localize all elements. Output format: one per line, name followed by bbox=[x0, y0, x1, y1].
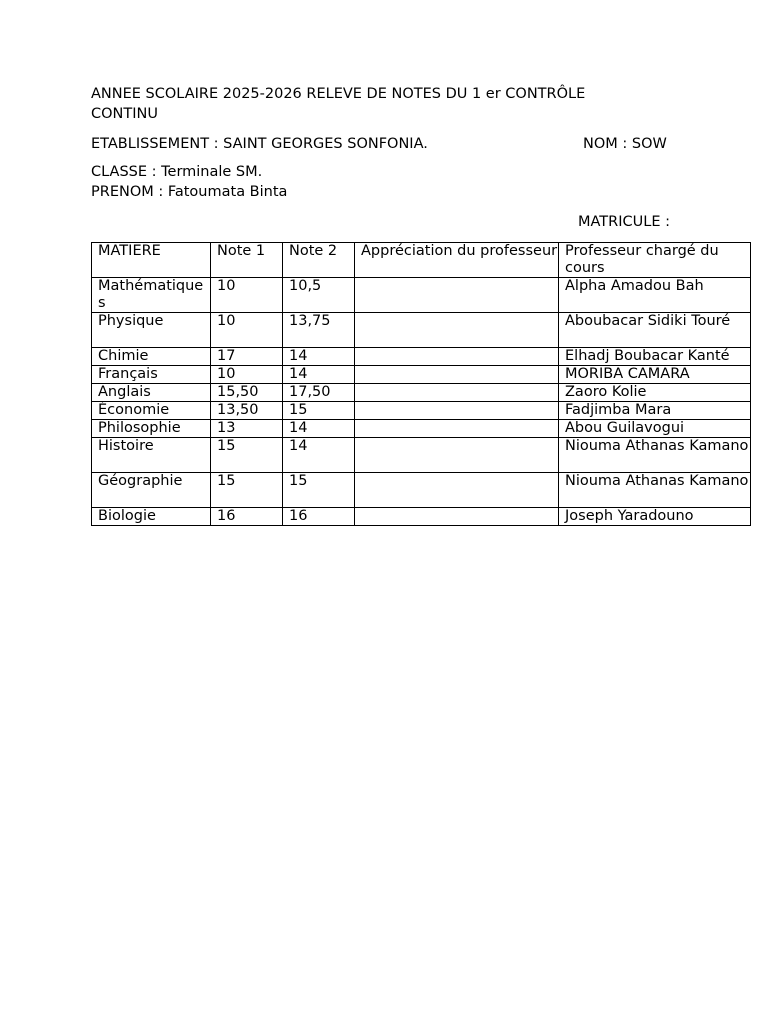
cell-note-2: 10,5 bbox=[283, 278, 355, 313]
cell-matiere: Mathématiques bbox=[92, 278, 211, 313]
cell-note-1: 17 bbox=[211, 348, 283, 366]
header-matiere: MATIERE bbox=[92, 243, 211, 278]
cell-professeur: Aboubacar Sidiki Touré bbox=[559, 313, 751, 348]
cell-matiere: Histoire bbox=[92, 438, 211, 473]
header-note-1: Note 1 bbox=[211, 243, 283, 278]
cell-professeur: Fadjimba Mara bbox=[559, 402, 751, 420]
cell-note-2: 14 bbox=[283, 420, 355, 438]
cell-note-2: 16 bbox=[283, 508, 355, 526]
cell-matiere: Physique bbox=[92, 313, 211, 348]
cell-professeur: Niouma Athanas Kamano bbox=[559, 438, 751, 473]
header-note-2: Note 2 bbox=[283, 243, 355, 278]
cell-note-1: 15 bbox=[211, 473, 283, 508]
table-row bbox=[92, 384, 751, 402]
table-row bbox=[92, 402, 751, 420]
table-row bbox=[92, 508, 751, 526]
cell-appreciation bbox=[355, 438, 559, 473]
cell-matiere: Anglais bbox=[92, 384, 211, 402]
header-professeur: Professeur chargé du cours bbox=[559, 243, 751, 278]
cell-matiere: Économie bbox=[92, 402, 211, 420]
cell-note-1: 10 bbox=[211, 278, 283, 313]
cell-professeur: Zaoro Kolie bbox=[559, 384, 751, 402]
prenom-field: PRENOM : Fatoumata Binta bbox=[91, 184, 288, 200]
cell-professeur: Joseph Yaradouno bbox=[559, 508, 751, 526]
header-appreciation: Appréciation du professeur bbox=[355, 243, 559, 278]
cell-note-1: 15 bbox=[211, 438, 283, 473]
cell-note-1: 13,50 bbox=[211, 402, 283, 420]
document-title-line-2: CONTINU bbox=[91, 106, 158, 122]
cell-appreciation bbox=[355, 473, 559, 508]
table-row bbox=[92, 348, 751, 366]
cell-professeur: MORIBA CAMARA bbox=[559, 366, 751, 384]
cell-note-1: 10 bbox=[211, 366, 283, 384]
cell-note-2: 17,50 bbox=[283, 384, 355, 402]
classe-field: CLASSE : Terminale SM. bbox=[91, 164, 263, 180]
cell-note-2: 14 bbox=[283, 366, 355, 384]
cell-matiere: Géographie bbox=[92, 473, 211, 508]
cell-appreciation bbox=[355, 313, 559, 348]
cell-appreciation bbox=[355, 348, 559, 366]
cell-appreciation bbox=[355, 384, 559, 402]
cell-matiere: Chimie bbox=[92, 348, 211, 366]
cell-note-1: 10 bbox=[211, 313, 283, 348]
cell-note-2: 15 bbox=[283, 473, 355, 508]
table-row bbox=[92, 438, 751, 473]
cell-professeur: Niouma Athanas Kamano bbox=[559, 473, 751, 508]
cell-appreciation bbox=[355, 366, 559, 384]
table-row bbox=[92, 278, 751, 313]
cell-note-2: 13,75 bbox=[283, 313, 355, 348]
table-row bbox=[92, 473, 751, 508]
etablissement-field: ETABLISSEMENT : SAINT GEORGES SONFONIA. bbox=[91, 136, 428, 152]
cell-note-1: 15,50 bbox=[211, 384, 283, 402]
cell-appreciation bbox=[355, 420, 559, 438]
cell-appreciation bbox=[355, 278, 559, 313]
cell-matiere: Français bbox=[92, 366, 211, 384]
cell-professeur: Alpha Amadou Bah bbox=[559, 278, 751, 313]
grades-table bbox=[91, 242, 751, 526]
cell-professeur: Abou Guilavogui bbox=[559, 420, 751, 438]
table-header-row bbox=[92, 243, 751, 278]
cell-note-2: 14 bbox=[283, 438, 355, 473]
cell-note-1: 16 bbox=[211, 508, 283, 526]
cell-professeur: Elhadj Boubacar Kanté bbox=[559, 348, 751, 366]
cell-note-2: 15 bbox=[283, 402, 355, 420]
cell-matiere: Biologie bbox=[92, 508, 211, 526]
matricule-field: MATRICULE : bbox=[578, 214, 670, 230]
cell-note-1: 13 bbox=[211, 420, 283, 438]
cell-matiere: Philosophie bbox=[92, 420, 211, 438]
cell-note-2: 14 bbox=[283, 348, 355, 366]
table-row bbox=[92, 313, 751, 348]
cell-appreciation bbox=[355, 402, 559, 420]
document-title-line-1: ANNEE SCOLAIRE 2025-2026 RELEVE DE NOTES DU 1 er CONTRÔLE bbox=[91, 86, 586, 102]
cell-appreciation bbox=[355, 508, 559, 526]
nom-field: NOM : SOW bbox=[583, 136, 667, 152]
table-row bbox=[92, 420, 751, 438]
table-row bbox=[92, 366, 751, 384]
